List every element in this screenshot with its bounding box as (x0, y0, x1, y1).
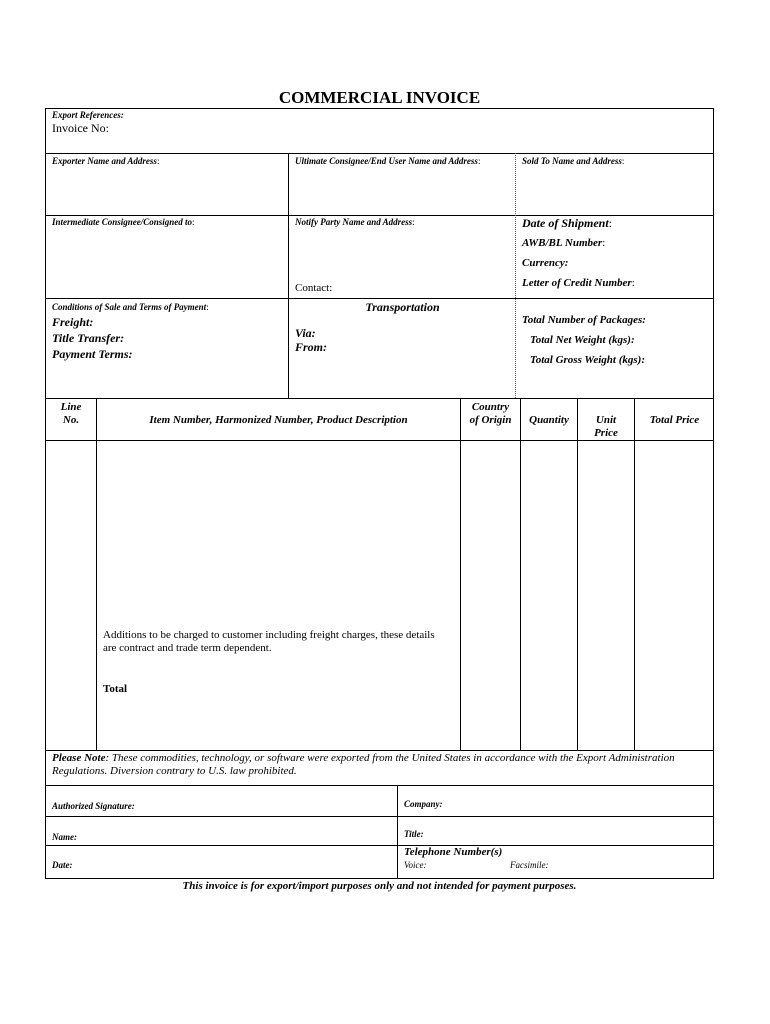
exporter-label: Exporter Name and Address (52, 156, 157, 166)
divider (45, 845, 714, 846)
transportation-heading: Transportation (365, 300, 440, 314)
export-references-label: Export References: (52, 110, 124, 120)
company-label: Company: (404, 799, 443, 809)
telephone-label: Telephone Number(s) (404, 846, 503, 858)
footer-disclaimer: This invoice is for export/import purposes only and not intended for payment purposes. (182, 880, 577, 892)
title-label: Title: (404, 829, 424, 839)
col-quantity-header: Quantity (529, 414, 569, 426)
document-title: COMMERCIAL INVOICE (278, 88, 481, 107)
freight-label: Freight: (52, 315, 94, 329)
name-label: Name: (52, 832, 77, 842)
total-label: Total (103, 683, 128, 695)
letter-of-credit-label: Letter of Credit Number (522, 277, 632, 289)
divider (45, 785, 714, 786)
divider (288, 153, 289, 398)
col-line-no-header: Line No. (60, 401, 82, 426)
invoice-no-field[interactable]: Invoice No: (52, 121, 109, 135)
divider (45, 153, 714, 154)
contact-label: Contact: (295, 282, 333, 294)
export-note: Please Note: These commodities, technology, or software were exported from the United States in accordance with the Export Administration Regulations. Diversion contrary to U.S. law prohibited. (52, 752, 675, 777)
currency-label: Currency: (522, 257, 569, 269)
via-label: Via: (295, 326, 316, 340)
awb-bl-number-label: AWB/BL Number (522, 237, 603, 249)
divider (45, 398, 714, 399)
divider (45, 816, 714, 817)
col-total-price-header: Total Price (649, 414, 700, 426)
please-note-label: Please Note (52, 752, 106, 764)
sold-to-label: Sold To Name and Address (522, 156, 622, 166)
payment-terms-label: Payment Terms: (52, 347, 133, 361)
divider (45, 440, 714, 441)
facsimile-label: Facsimile (510, 860, 546, 870)
net-weight-label: Total Net Weight (kgs): (530, 334, 635, 346)
conditions-of-sale-label: Conditions of Sale and Terms of Payment (52, 302, 207, 312)
divider (45, 750, 714, 751)
divider (397, 785, 398, 879)
col-country-of-origin-header: Country of Origin (469, 401, 512, 426)
additions-note: Additions to be charged to customer including freight charges, these details are contract and trade term dependent. (103, 629, 435, 654)
divider (520, 398, 521, 750)
gross-weight-label: Total Gross Weight (kgs): (530, 354, 646, 366)
divider (515, 153, 516, 398)
title-transfer-label: Title Transfer: (52, 331, 125, 345)
date-of-shipment-label: Date of Shipment (522, 216, 609, 230)
divider (460, 398, 461, 750)
date-label: Date: (52, 860, 73, 870)
intermediate-consignee-label: Intermediate Consignee/Consigned to (52, 217, 193, 227)
divider (634, 398, 635, 750)
ultimate-consignee-label: Ultimate Consignee/End User Name and Address (295, 156, 478, 166)
col-unit-price-header: Unit Price (594, 414, 618, 439)
total-packages-label: Total Number of Packages: (522, 314, 646, 326)
divider (96, 398, 97, 750)
from-label: From: (295, 340, 328, 354)
divider (45, 215, 714, 216)
voice-label: Voice (404, 860, 424, 870)
col-description-header: Item Number, Harmonized Number, Product Description (149, 414, 408, 426)
divider (577, 398, 578, 750)
divider (45, 298, 714, 299)
notify-party-label: Notify Party Name and Address (295, 217, 413, 227)
authorized-signature-label: Authorized Signature: (52, 801, 135, 811)
